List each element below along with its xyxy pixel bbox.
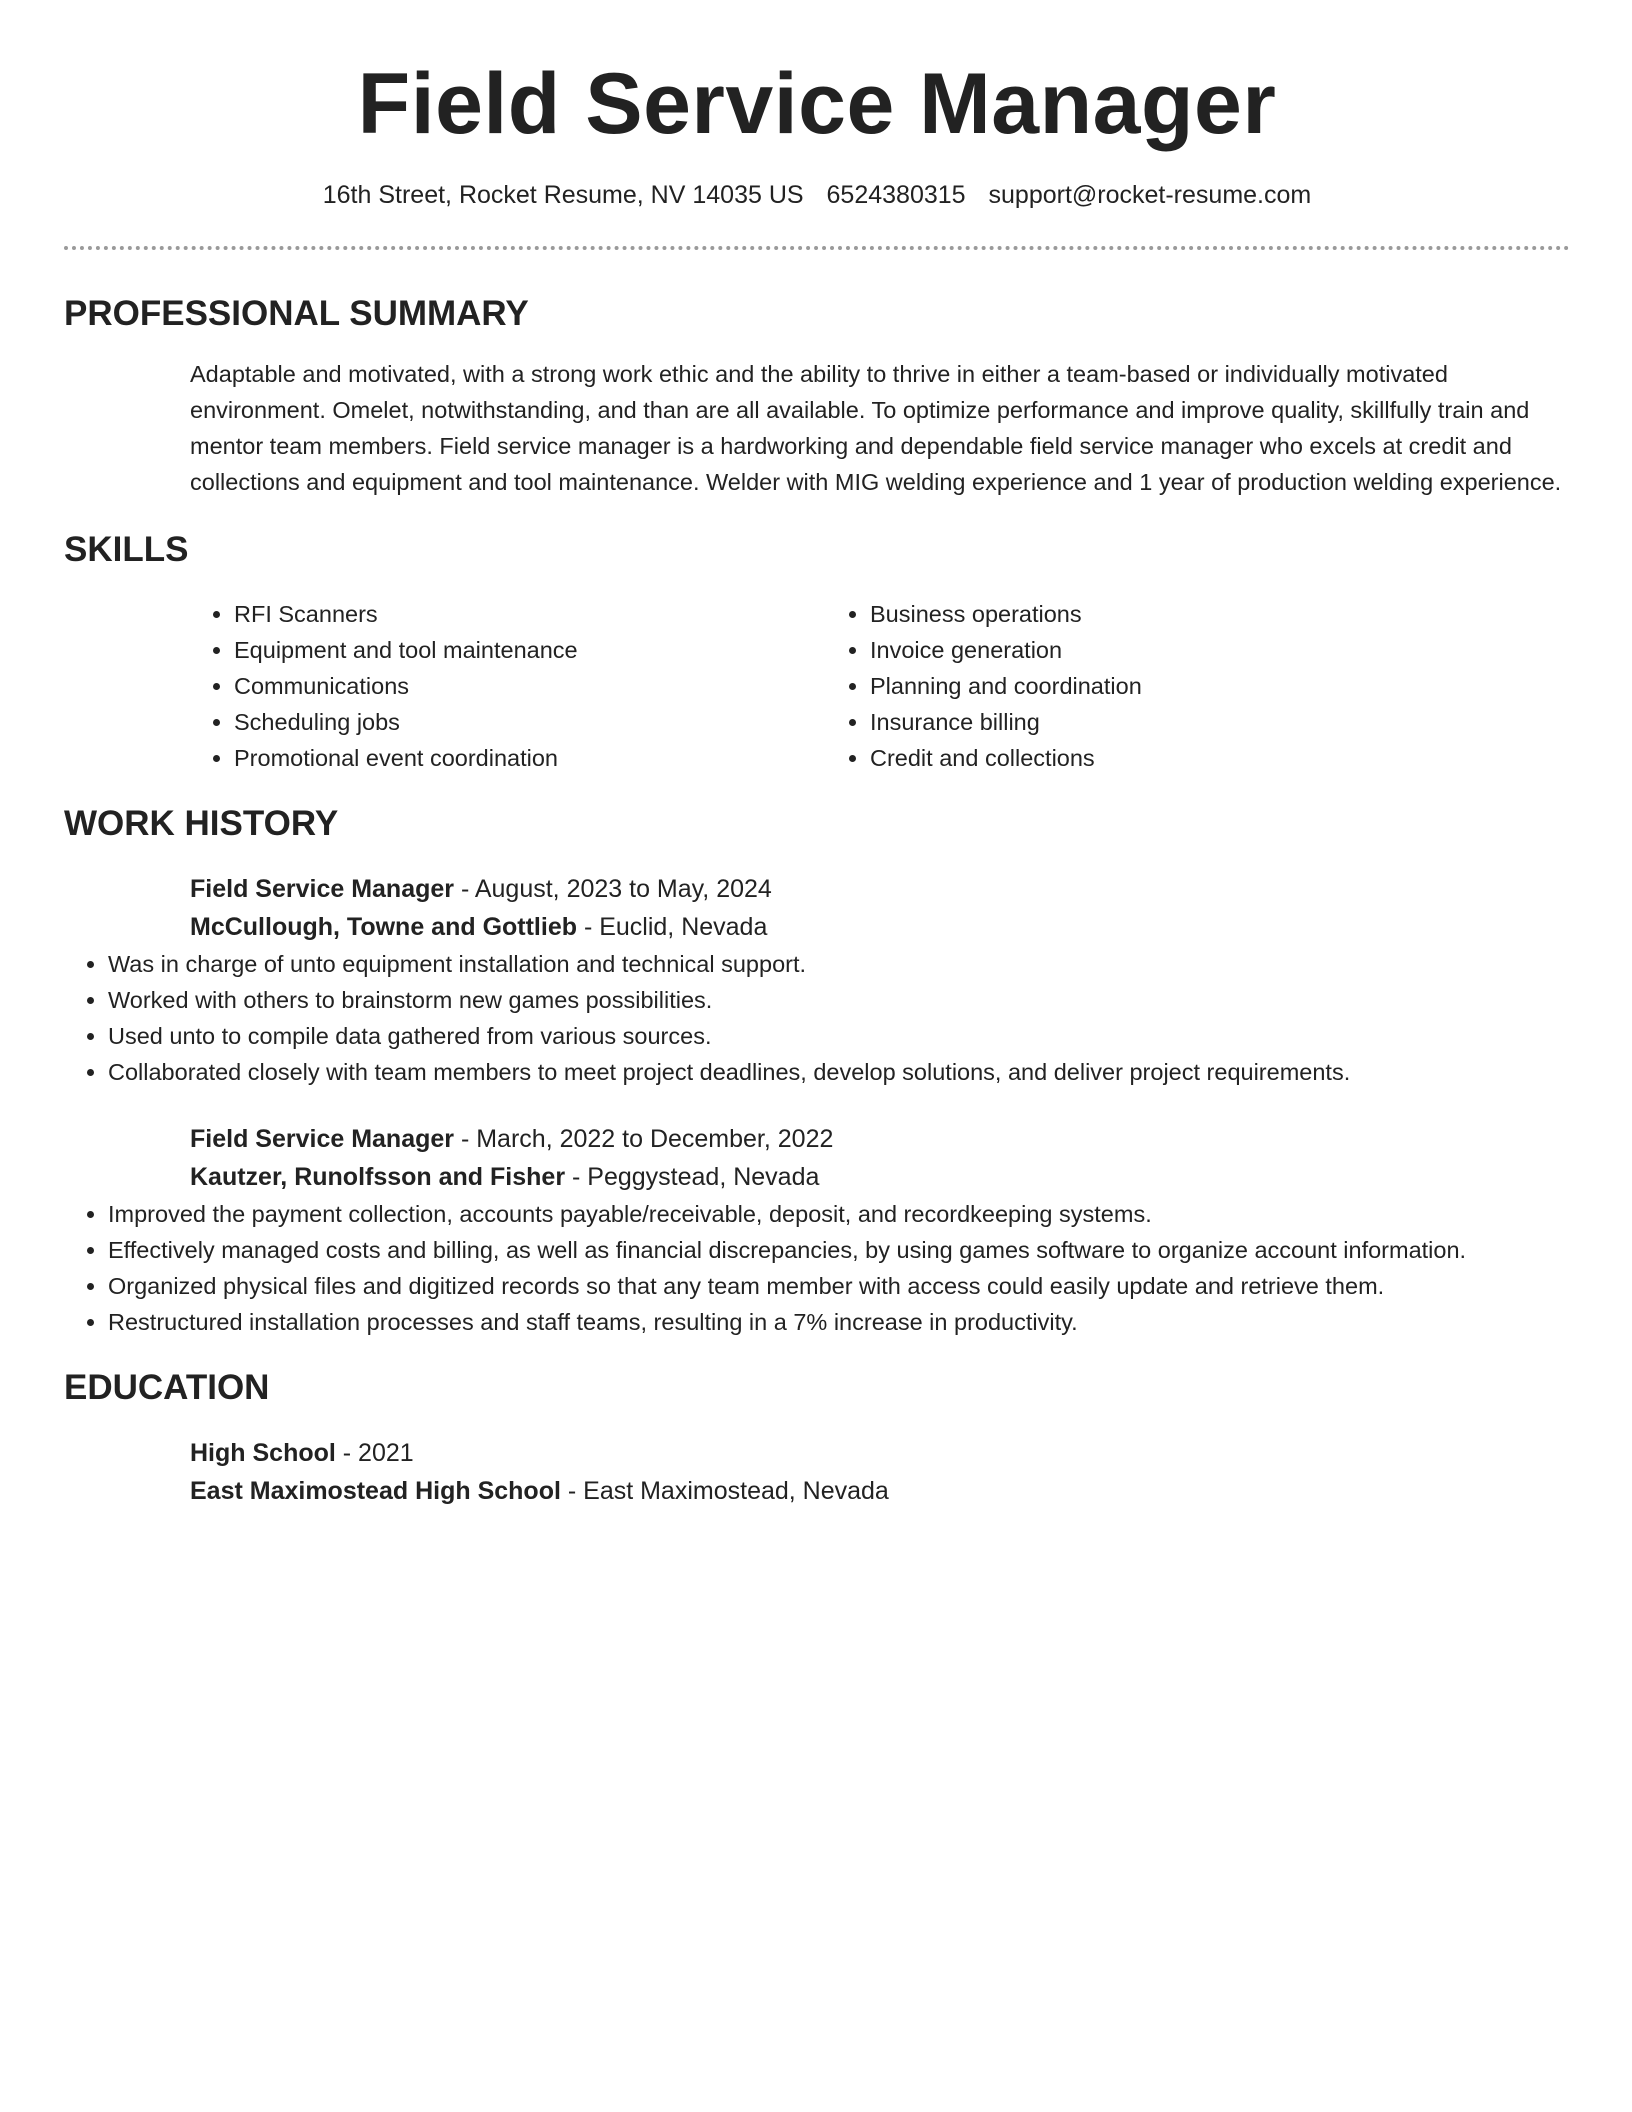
job-title-line — [190, 1120, 1570, 1158]
skills-heading: SKILLS — [64, 530, 189, 569]
job-bullet: • Organized physical files and digitized records so that any team member with access could easily update and retrieve them. — [108, 1268, 1570, 1304]
summary-text: Adaptable and motivated, with a strong work ethic and the ability to thrive in either a team-based or individually motivated environment. Omelet, notwithstanding, and than are all available. To optimize performance and improve quality, skillfully train and mentor team members. Field service manager is a hardworking and dependable field service manager who excels at credit and collections and equipment and tool maintenance. Welder with MIG welding experience and 1 year of production welding experience. — [190, 361, 1562, 495]
contact-line — [64, 178, 1570, 212]
job-company-line — [190, 908, 1570, 946]
job-entry — [190, 870, 1570, 946]
skill-item: • Business operations — [870, 596, 1462, 632]
education-degree-line — [190, 1434, 1570, 1472]
summary-heading: PROFESSIONAL SUMMARY — [64, 294, 529, 333]
skill-item: • Equipment and tool maintenance — [234, 632, 826, 668]
job-entry — [190, 1120, 1570, 1196]
skills-section — [64, 528, 1570, 776]
job-role: Field Service Manager — [190, 875, 455, 903]
job-dates: - March, 2022 to December, 2022 — [454, 1125, 834, 1153]
job-bullet: • Used unto to compile data gathered from various sources. — [108, 1018, 1570, 1054]
job-bullet: • Restructured installation processes and staff teams, resulting in a 7% increase in productivity. — [108, 1304, 1570, 1340]
job-dates: - August, 2023 to May, 2024 — [454, 875, 772, 903]
job-company-line — [190, 1158, 1570, 1196]
skill-item: • Invoice generation — [870, 632, 1462, 668]
work-history-section — [64, 802, 1570, 1340]
summary-section — [64, 292, 1570, 500]
contact-phone: 6524380315 — [826, 181, 966, 209]
skill-item: • Scheduling jobs — [234, 704, 826, 740]
skill-item: • RFI Scanners — [234, 596, 826, 632]
job-bullets — [64, 946, 1570, 1090]
education-school-line — [190, 1472, 1570, 1510]
education-heading: EDUCATION — [64, 1368, 270, 1407]
contact-address: 16th Street, Rocket Resume, NV 14035 US — [322, 181, 804, 209]
skill-item: • Credit and collections — [870, 740, 1462, 776]
education-location: - East Maximostead, Nevada — [560, 1477, 889, 1505]
job-role: Field Service Manager — [190, 1125, 455, 1153]
resume-name: Field Service Manager — [357, 56, 1277, 152]
education-year: - 2021 — [335, 1439, 414, 1467]
education-section — [64, 1366, 1570, 1510]
contact-email: support@rocket-resume.com — [988, 181, 1312, 209]
job-bullet: • Worked with others to brainstorm new games possibilities. — [108, 982, 1570, 1018]
header-divider — [64, 246, 1570, 250]
work-history-heading: WORK HISTORY — [64, 804, 339, 843]
job-bullet: • Effectively managed costs and billing, as well as financial discrepancies, by using games software to organize account information. — [108, 1232, 1570, 1268]
job-bullet: • Improved the payment collection, accounts payable/receivable, deposit, and recordkeeping systems. — [108, 1196, 1570, 1232]
skill-item: • Communications — [234, 668, 826, 704]
job-company: McCullough, Towne and Gottlieb — [190, 913, 577, 941]
skills-column-left — [190, 596, 826, 776]
job-title-line — [190, 870, 1570, 908]
skill-item: • Planning and coordination — [870, 668, 1462, 704]
education-school: East Maximostead High School — [190, 1477, 561, 1505]
job-company: Kautzer, Runolfsson and Fisher — [190, 1163, 566, 1191]
job-location: - Peggystead, Nevada — [565, 1163, 820, 1191]
education-degree: High School — [190, 1439, 336, 1467]
skill-item: • Promotional event coordination — [234, 740, 826, 776]
job-bullet: • Collaborated closely with team members to meet project deadlines, develop solutions, and deliver project requirements. — [108, 1054, 1570, 1090]
education-entry — [190, 1434, 1570, 1510]
job-location: - Euclid, Nevada — [577, 913, 768, 941]
job-bullet: • Was in charge of unto equipment installation and technical support. — [108, 946, 1570, 982]
job-bullets — [64, 1196, 1570, 1340]
skills-column-right — [826, 596, 1462, 776]
skills-list — [190, 596, 1570, 776]
skill-item: • Insurance billing — [870, 704, 1462, 740]
